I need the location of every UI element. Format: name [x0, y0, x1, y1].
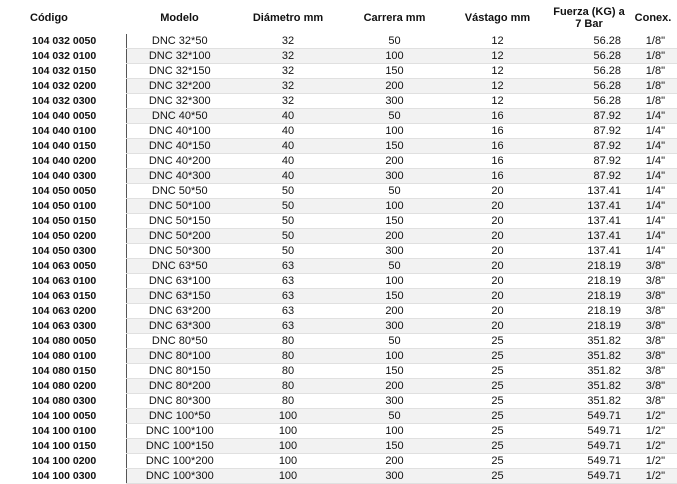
table-row [0, 94, 677, 109]
cell-conex: 1/2" [629, 409, 677, 424]
cell-vastago: 20 [446, 304, 549, 319]
cell-modelo: DNC 63*50 [126, 259, 233, 274]
cell-modelo: DNC 100*50 [126, 409, 233, 424]
cell-modelo: DNC 50*100 [126, 199, 233, 214]
cell-diametro: 80 [233, 394, 343, 409]
header-carrera: Carrera mm [363, 12, 426, 24]
cell-codigo: 104 050 0300 [32, 244, 97, 257]
cell-diametro: 63 [233, 274, 343, 289]
cell-carrera: 50 [343, 34, 446, 49]
cell-conex: 3/8" [629, 334, 677, 349]
cell-conex: 3/8" [629, 349, 677, 364]
header-conex: Conex. [634, 12, 672, 24]
cell-vastago: 20 [446, 199, 549, 214]
cell-carrera: 100 [343, 124, 446, 139]
table-row [0, 79, 677, 94]
table-row [0, 139, 677, 154]
cell-vastago: 25 [446, 379, 549, 394]
cell-carrera: 100 [343, 49, 446, 64]
cell-vastago: 25 [446, 469, 549, 484]
cell-vastago: 25 [446, 334, 549, 349]
header-fuerza: Fuerza (KG) a 7 Bar [553, 6, 625, 30]
cell-diametro: 100 [233, 409, 343, 424]
cell-modelo: DNC 32*200 [126, 79, 233, 94]
cell-vastago: 25 [446, 454, 549, 469]
cell-diametro: 100 [233, 424, 343, 439]
cell-fuerza: 87.92 [549, 169, 629, 184]
cell-fuerza: 87.92 [549, 109, 629, 124]
table-row [0, 469, 677, 484]
cell-fuerza: 56.28 [549, 64, 629, 79]
cell-codigo: 104 063 0050 [32, 259, 97, 272]
cell-vastago: 20 [446, 319, 549, 334]
cell-vastago: 25 [446, 364, 549, 379]
cell-codigo: 104 032 0100 [32, 49, 97, 62]
cell-fuerza: 549.71 [549, 454, 629, 469]
cell-codigo: 104 100 0300 [32, 469, 97, 482]
cell-carrera: 100 [343, 424, 446, 439]
table-row [0, 229, 677, 244]
cell-fuerza: 56.28 [549, 79, 629, 94]
table-row [0, 319, 677, 334]
table-row [0, 259, 677, 274]
cell-conex: 3/8" [629, 319, 677, 334]
cell-diametro: 80 [233, 349, 343, 364]
cell-carrera: 150 [343, 214, 446, 229]
cell-codigo: 104 080 0300 [32, 394, 97, 407]
cell-carrera: 200 [343, 379, 446, 394]
cell-codigo: 104 050 0150 [32, 214, 97, 227]
cell-modelo: DNC 80*150 [126, 364, 233, 379]
cell-conex: 1/4" [629, 184, 677, 199]
cell-codigo: 104 040 0200 [32, 154, 97, 167]
cell-vastago: 16 [446, 154, 549, 169]
cell-carrera: 100 [343, 349, 446, 364]
cell-modelo: DNC 40*50 [126, 109, 233, 124]
cell-carrera: 200 [343, 79, 446, 94]
cell-modelo: DNC 40*300 [126, 169, 233, 184]
cell-vastago: 25 [446, 394, 549, 409]
table-row [0, 124, 677, 139]
cell-codigo: 104 032 0150 [32, 64, 97, 77]
cell-vastago: 20 [446, 229, 549, 244]
cell-carrera: 200 [343, 229, 446, 244]
cell-diametro: 80 [233, 334, 343, 349]
cell-vastago: 12 [446, 34, 549, 49]
cell-diametro: 63 [233, 259, 343, 274]
cell-vastago: 16 [446, 169, 549, 184]
cell-fuerza: 87.92 [549, 154, 629, 169]
cell-conex: 1/2" [629, 454, 677, 469]
table-row [0, 34, 677, 49]
cell-carrera: 50 [343, 409, 446, 424]
cell-carrera: 200 [343, 304, 446, 319]
cell-vastago: 25 [446, 409, 549, 424]
cell-carrera: 150 [343, 139, 446, 154]
cell-modelo: DNC 80*200 [126, 379, 233, 394]
cell-diametro: 50 [233, 199, 343, 214]
cell-diametro: 32 [233, 79, 343, 94]
cell-fuerza: 549.71 [549, 409, 629, 424]
cell-modelo: DNC 63*100 [126, 274, 233, 289]
cell-modelo: DNC 100*300 [126, 469, 233, 484]
cell-conex: 1/4" [629, 124, 677, 139]
cell-vastago: 16 [446, 139, 549, 154]
cell-carrera: 50 [343, 109, 446, 124]
cell-modelo: DNC 40*150 [126, 139, 233, 154]
cell-conex: 1/8" [629, 64, 677, 79]
cell-diametro: 50 [233, 184, 343, 199]
cell-diametro: 63 [233, 319, 343, 334]
cell-diametro: 100 [233, 439, 343, 454]
cell-codigo: 104 040 0100 [32, 124, 97, 137]
cell-fuerza: 87.92 [549, 124, 629, 139]
cell-carrera: 300 [343, 169, 446, 184]
cell-codigo: 104 100 0050 [32, 409, 97, 422]
cell-codigo: 104 040 0050 [32, 109, 97, 122]
cell-fuerza: 218.19 [549, 304, 629, 319]
table-row [0, 274, 677, 289]
cell-diametro: 63 [233, 304, 343, 319]
cell-carrera: 100 [343, 274, 446, 289]
cell-fuerza: 87.92 [549, 139, 629, 154]
cell-modelo: DNC 80*50 [126, 334, 233, 349]
cell-fuerza: 218.19 [549, 319, 629, 334]
table-body [0, 34, 677, 484]
cell-codigo: 104 032 0050 [32, 34, 97, 47]
cell-fuerza: 351.82 [549, 394, 629, 409]
table-row [0, 454, 677, 469]
cell-modelo: DNC 32*150 [126, 64, 233, 79]
cell-diametro: 40 [233, 109, 343, 124]
cell-modelo: DNC 100*150 [126, 439, 233, 454]
cell-conex: 1/4" [629, 244, 677, 259]
cell-conex: 3/8" [629, 394, 677, 409]
cell-carrera: 150 [343, 64, 446, 79]
table-row [0, 184, 677, 199]
cell-carrera: 50 [343, 184, 446, 199]
cell-modelo: DNC 100*200 [126, 454, 233, 469]
cell-conex: 3/8" [629, 304, 677, 319]
table-row [0, 199, 677, 214]
cell-diametro: 80 [233, 364, 343, 379]
cell-diametro: 40 [233, 154, 343, 169]
table-row [0, 304, 677, 319]
cell-carrera: 50 [343, 259, 446, 274]
cell-codigo: 104 100 0200 [32, 454, 97, 467]
cell-codigo: 104 063 0200 [32, 304, 97, 317]
cell-codigo: 104 040 0300 [32, 169, 97, 182]
cell-vastago: 12 [446, 64, 549, 79]
cell-fuerza: 56.28 [549, 49, 629, 64]
cell-carrera: 300 [343, 94, 446, 109]
cell-modelo: DNC 32*100 [126, 49, 233, 64]
cell-fuerza: 549.71 [549, 424, 629, 439]
cell-conex: 3/8" [629, 379, 677, 394]
cell-modelo: DNC 63*150 [126, 289, 233, 304]
cell-carrera: 300 [343, 394, 446, 409]
header-diametro: Diámetro mm [252, 12, 324, 24]
cell-diametro: 50 [233, 244, 343, 259]
cell-diametro: 50 [233, 214, 343, 229]
cell-conex: 1/4" [629, 214, 677, 229]
cell-vastago: 16 [446, 124, 549, 139]
cell-fuerza: 137.41 [549, 199, 629, 214]
table-row [0, 409, 677, 424]
cell-modelo: DNC 63*300 [126, 319, 233, 334]
cell-diametro: 40 [233, 169, 343, 184]
table-row [0, 169, 677, 184]
cell-conex: 1/8" [629, 79, 677, 94]
cell-modelo: DNC 50*300 [126, 244, 233, 259]
cell-fuerza: 137.41 [549, 184, 629, 199]
cell-modelo: DNC 100*100 [126, 424, 233, 439]
cell-modelo: DNC 50*150 [126, 214, 233, 229]
cell-codigo: 104 100 0150 [32, 439, 97, 452]
header-codigo: Código [30, 12, 68, 24]
cell-fuerza: 56.28 [549, 94, 629, 109]
cell-vastago: 25 [446, 349, 549, 364]
cell-vastago: 20 [446, 184, 549, 199]
cylinder-spec-table [0, 2, 677, 484]
table-row [0, 244, 677, 259]
cell-codigo: 104 050 0100 [32, 199, 97, 212]
header-vastago: Vástago mm [464, 12, 531, 24]
cell-diametro: 32 [233, 64, 343, 79]
cell-diametro: 63 [233, 289, 343, 304]
cell-conex: 1/8" [629, 34, 677, 49]
cell-conex: 1/2" [629, 469, 677, 484]
table-row [0, 109, 677, 124]
cell-codigo: 104 080 0150 [32, 364, 97, 377]
cell-codigo: 104 040 0150 [32, 139, 97, 152]
cell-codigo: 104 080 0050 [32, 334, 97, 347]
cell-carrera: 50 [343, 334, 446, 349]
cell-vastago: 20 [446, 289, 549, 304]
cell-diametro: 32 [233, 49, 343, 64]
cell-vastago: 12 [446, 49, 549, 64]
cell-vastago: 12 [446, 94, 549, 109]
cell-fuerza: 351.82 [549, 349, 629, 364]
cell-carrera: 150 [343, 439, 446, 454]
cell-modelo: DNC 80*300 [126, 394, 233, 409]
cell-fuerza: 549.71 [549, 439, 629, 454]
cell-vastago: 12 [446, 79, 549, 94]
cell-codigo: 104 100 0100 [32, 424, 97, 437]
cell-vastago: 20 [446, 274, 549, 289]
cell-fuerza: 218.19 [549, 289, 629, 304]
table-row [0, 364, 677, 379]
cell-fuerza: 351.82 [549, 364, 629, 379]
cell-vastago: 20 [446, 214, 549, 229]
cell-diametro: 32 [233, 34, 343, 49]
table-row [0, 379, 677, 394]
cell-fuerza: 218.19 [549, 274, 629, 289]
cell-conex: 1/2" [629, 439, 677, 454]
cell-codigo: 104 032 0300 [32, 94, 97, 107]
cell-modelo: DNC 50*200 [126, 229, 233, 244]
cell-conex: 1/4" [629, 109, 677, 124]
cell-vastago: 20 [446, 259, 549, 274]
cell-diametro: 50 [233, 229, 343, 244]
table-row [0, 64, 677, 79]
cell-conex: 1/4" [629, 229, 677, 244]
table-row [0, 334, 677, 349]
cell-fuerza: 137.41 [549, 229, 629, 244]
cell-diametro: 100 [233, 454, 343, 469]
cell-carrera: 300 [343, 469, 446, 484]
cell-codigo: 104 080 0100 [32, 349, 97, 362]
cell-fuerza: 218.19 [549, 259, 629, 274]
cell-carrera: 100 [343, 199, 446, 214]
cell-diametro: 40 [233, 124, 343, 139]
cell-diametro: 100 [233, 469, 343, 484]
cell-conex: 1/4" [629, 199, 677, 214]
cell-carrera: 300 [343, 244, 446, 259]
cell-conex: 1/8" [629, 49, 677, 64]
cell-codigo: 104 050 0200 [32, 229, 97, 242]
cell-codigo: 104 050 0050 [32, 184, 97, 197]
cell-modelo: DNC 40*200 [126, 154, 233, 169]
cell-conex: 1/8" [629, 94, 677, 109]
cell-conex: 1/4" [629, 139, 677, 154]
table-row [0, 439, 677, 454]
cell-conex: 3/8" [629, 289, 677, 304]
cell-fuerza: 137.41 [549, 244, 629, 259]
cell-conex: 3/8" [629, 259, 677, 274]
cell-modelo: DNC 50*50 [126, 184, 233, 199]
header-modelo: Modelo [160, 12, 199, 24]
cell-modelo: DNC 63*200 [126, 304, 233, 319]
table-row [0, 349, 677, 364]
cell-diametro: 40 [233, 139, 343, 154]
table-row [0, 214, 677, 229]
cell-codigo: 104 063 0300 [32, 319, 97, 332]
cell-diametro: 32 [233, 94, 343, 109]
cell-fuerza: 351.82 [549, 379, 629, 394]
cell-carrera: 200 [343, 454, 446, 469]
cell-fuerza: 56.28 [549, 34, 629, 49]
cell-modelo: DNC 32*300 [126, 94, 233, 109]
table-row [0, 424, 677, 439]
cell-modelo: DNC 40*100 [126, 124, 233, 139]
cell-vastago: 25 [446, 424, 549, 439]
table-row [0, 154, 677, 169]
cell-modelo: DNC 80*100 [126, 349, 233, 364]
cell-conex: 1/2" [629, 424, 677, 439]
cell-modelo: DNC 32*50 [126, 34, 233, 49]
cell-conex: 1/4" [629, 154, 677, 169]
cell-carrera: 300 [343, 319, 446, 334]
cell-codigo: 104 080 0200 [32, 379, 97, 392]
cell-diametro: 80 [233, 379, 343, 394]
cell-codigo: 104 063 0100 [32, 274, 97, 287]
cell-fuerza: 549.71 [549, 469, 629, 484]
cell-vastago: 20 [446, 244, 549, 259]
table-row [0, 289, 677, 304]
cell-conex: 1/4" [629, 169, 677, 184]
cell-codigo: 104 063 0150 [32, 289, 97, 302]
cell-codigo: 104 032 0200 [32, 79, 97, 92]
cell-fuerza: 351.82 [549, 334, 629, 349]
cell-conex: 3/8" [629, 364, 677, 379]
cell-vastago: 25 [446, 439, 549, 454]
cell-fuerza: 137.41 [549, 214, 629, 229]
cell-carrera: 150 [343, 289, 446, 304]
table-row [0, 394, 677, 409]
cell-carrera: 150 [343, 364, 446, 379]
cell-conex: 3/8" [629, 274, 677, 289]
cell-vastago: 16 [446, 109, 549, 124]
header-row [0, 2, 677, 34]
cell-carrera: 200 [343, 154, 446, 169]
table-row [0, 49, 677, 64]
